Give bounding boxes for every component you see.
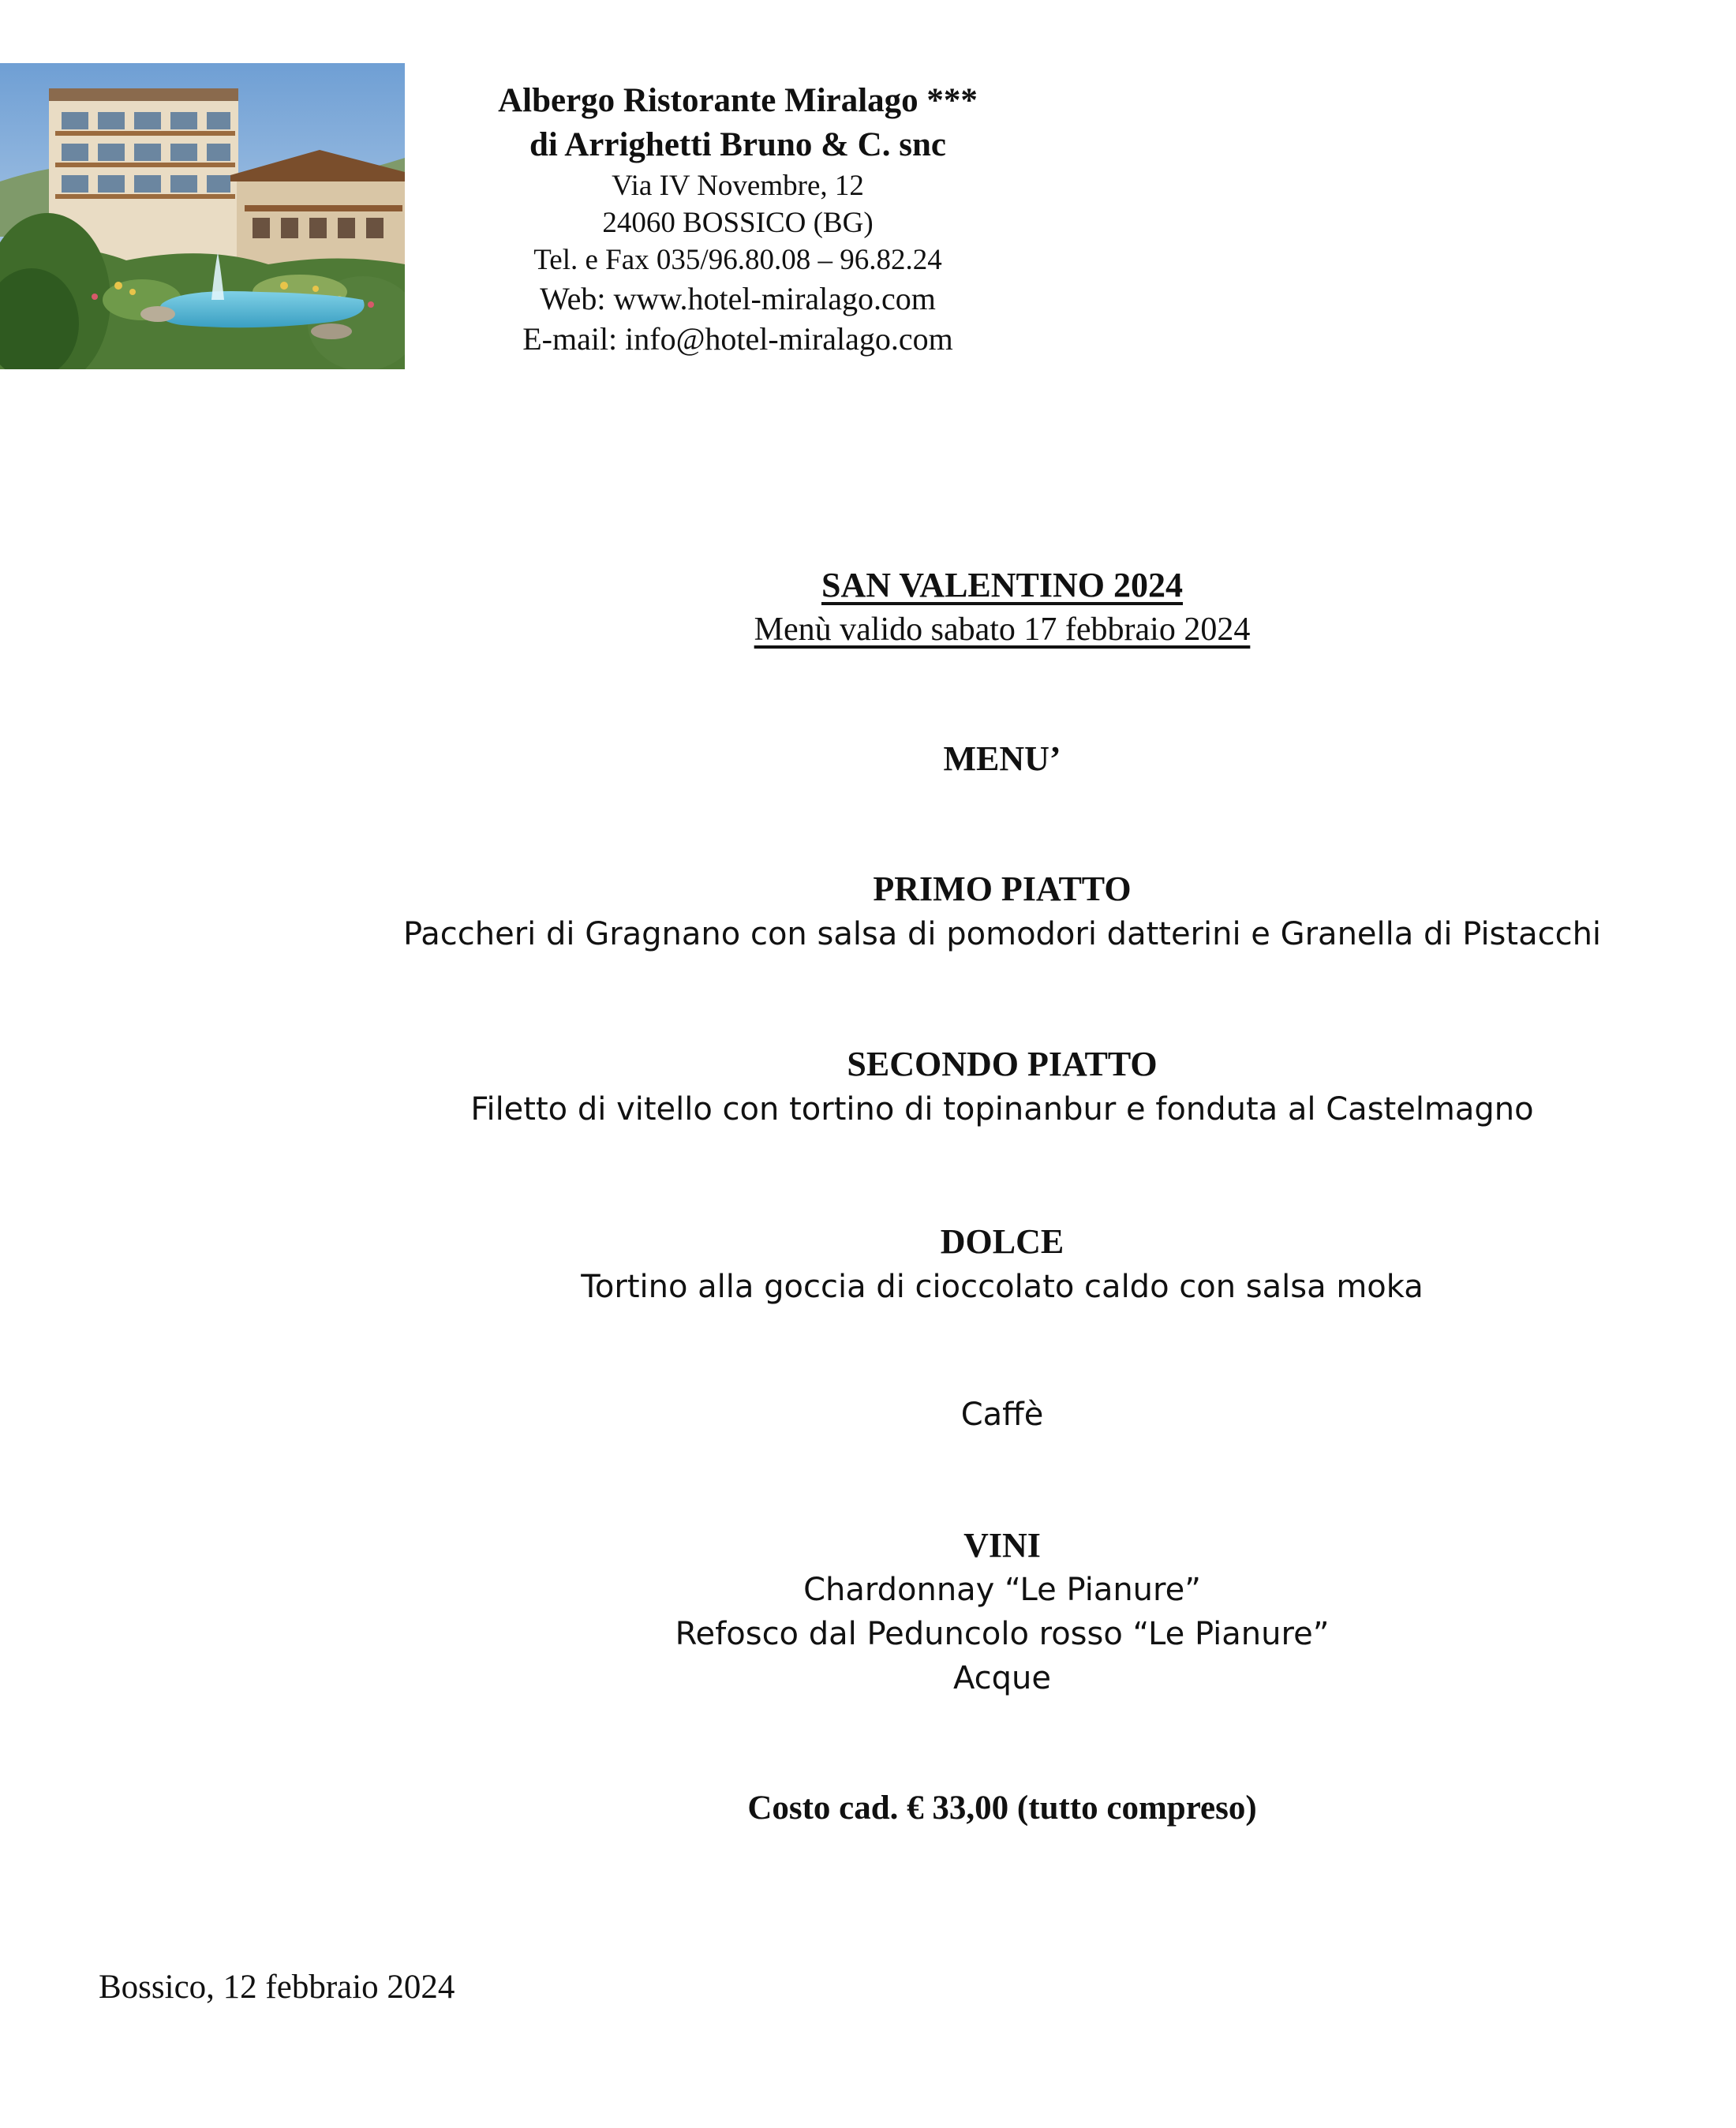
course-description-primo: Paccheri di Gragnano con salsa di pomodori datterini e Granella di Pistacchi — [402, 916, 1602, 952]
hotel-photo — [0, 63, 405, 369]
price-line: Costo cad. € 33,00 (tutto compreso) — [747, 1790, 1257, 1827]
course-description-secondo: Filetto di vitello con tortino di topinanbur e fonduta al Castelmagno — [470, 1091, 1534, 1128]
menu-heading: MENU’ — [943, 739, 1061, 778]
coffee-item: Caffè — [960, 1397, 1044, 1433]
event-subtitle: Menù valido sabato 17 febbraio 2024 — [754, 611, 1251, 648]
course-title-secondo: SECONDO PIATTO — [847, 1045, 1158, 1083]
place-date: Bossico, 12 febbraio 2024 — [99, 1969, 455, 2006]
event-title: SAN VALENTINO 2024 — [821, 566, 1184, 604]
email-link[interactable]: E-mail: info@hotel-miralago.com — [522, 321, 953, 357]
course-description-dolce: Tortino alla goccia di cioccolato caldo con salsa moka — [581, 1269, 1424, 1305]
hotel-name: Albergo Ristorante Miralago *** — [498, 82, 978, 119]
phone-line: Tel. e Fax 035/96.80.08 – 96.82.24 — [533, 244, 942, 276]
wine-item: Refosco dal Peduncolo rosso “Le Pianure” — [675, 1616, 1330, 1652]
hotel-header — [426, 79, 1049, 359]
wine-item: Acque — [952, 1660, 1051, 1696]
wines-title: VINI — [963, 1526, 1041, 1565]
course-title-primo: PRIMO PIATTO — [873, 870, 1132, 908]
city-line: 24060 BOSSICO (BG) — [602, 207, 874, 239]
wine-item: Chardonnay “Le Pianure” — [803, 1572, 1201, 1608]
company-name: di Arrighetti Bruno & C. snc — [529, 126, 946, 163]
address-line: Via IV Novembre, 12 — [612, 170, 864, 202]
web-link[interactable]: Web: www.hotel-miralago.com — [540, 281, 936, 316]
course-title-dolce: DOLCE — [940, 1222, 1064, 1261]
